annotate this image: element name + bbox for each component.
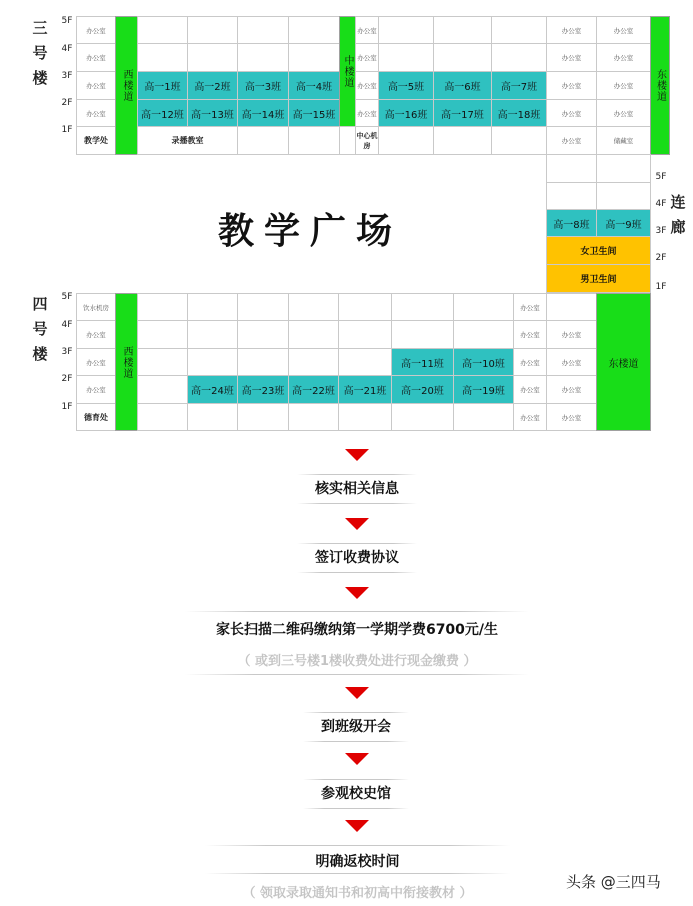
office-room: 办公室 xyxy=(546,16,597,44)
classroom: 高一1班 xyxy=(137,71,188,100)
room xyxy=(187,348,238,376)
room xyxy=(137,403,188,431)
room xyxy=(137,43,188,72)
office-room: 办公室 xyxy=(596,16,651,44)
room xyxy=(137,293,188,321)
drink-room: 饮水机房 xyxy=(76,293,116,321)
building3-name-char: 三 xyxy=(32,19,48,37)
divider xyxy=(303,779,409,780)
room xyxy=(338,293,392,321)
divider xyxy=(297,572,417,573)
room xyxy=(288,43,340,72)
office-room: 办公室 xyxy=(513,403,547,431)
room xyxy=(596,154,651,183)
divider xyxy=(303,741,409,742)
classroom: 高一10班 xyxy=(453,348,514,376)
office-room: 办公室 xyxy=(546,126,597,155)
divider xyxy=(303,712,409,713)
office-room: 办公室 xyxy=(546,348,597,376)
room xyxy=(288,320,339,349)
classroom: 高一14班 xyxy=(237,99,289,127)
floor-label: 3F xyxy=(61,347,73,357)
arrow-down-icon xyxy=(345,753,369,765)
room xyxy=(237,16,289,44)
watermark-text: 头条 @三四马 xyxy=(566,873,661,891)
flow-step-label: 参观校史馆 xyxy=(321,786,391,802)
classroom: 高一19班 xyxy=(453,375,514,404)
flow-step xyxy=(297,543,417,573)
office-room: 办公室 xyxy=(546,43,597,72)
arrow-down-icon xyxy=(345,687,369,699)
classroom: 高一16班 xyxy=(378,99,434,127)
office-room: 办公室 xyxy=(596,43,651,72)
flow-step-note: （ 领取录取通知书和初高中衔接教材 ） xyxy=(242,886,473,901)
floor-label: 2F xyxy=(655,253,667,263)
flow-step-label: 到班级开会 xyxy=(321,719,391,735)
floor-label: 1F xyxy=(655,282,667,292)
classroom: 高一5班 xyxy=(378,71,434,100)
room xyxy=(288,293,339,321)
flow-step-label: 家长扫描二维码缴纳第一学期学费6700元/生 xyxy=(215,622,499,638)
floor-label: 1F xyxy=(61,402,73,412)
room xyxy=(187,403,238,431)
room xyxy=(137,320,188,349)
floor-label: 5F xyxy=(655,172,667,182)
room xyxy=(137,375,188,404)
building3-name-char: 号 xyxy=(32,44,48,62)
room xyxy=(378,126,434,155)
room xyxy=(378,43,434,72)
floor-label: 3F xyxy=(655,226,667,236)
building4-name-char: 楼 xyxy=(32,345,48,363)
divider xyxy=(205,845,510,846)
female-restroom: 女卫生间 xyxy=(546,236,651,265)
office-room: 办公室 xyxy=(546,99,597,127)
classroom: 高一11班 xyxy=(391,348,454,376)
male-restroom: 男卫生间 xyxy=(546,264,651,293)
floor-label: 1F xyxy=(61,125,73,135)
west-stairwell xyxy=(115,293,138,431)
room xyxy=(453,403,514,431)
classroom: 高一20班 xyxy=(391,375,454,404)
divider xyxy=(185,674,529,675)
room xyxy=(137,348,188,376)
floor-label: 4F xyxy=(61,44,73,54)
divider xyxy=(205,873,510,874)
room xyxy=(546,293,597,321)
room xyxy=(237,43,289,72)
classroom: 高一18班 xyxy=(491,99,547,127)
classroom: 高一17班 xyxy=(433,99,492,127)
flow-step-note: （ 或到三号楼1楼收费处进行现金缴费 ） xyxy=(237,654,477,669)
office-room: 办公室 xyxy=(546,403,597,431)
room xyxy=(137,16,188,44)
classroom: 高一22班 xyxy=(288,375,339,404)
office-room: 办公室 xyxy=(596,71,651,100)
middle-stairwell-label: 中楼道 xyxy=(342,55,353,88)
office-room: 办公室 xyxy=(513,348,547,376)
office-room: 办公室 xyxy=(513,320,547,349)
middle-stairwell xyxy=(339,16,356,127)
room xyxy=(288,348,339,376)
room xyxy=(391,320,454,349)
office-room: 办公室 xyxy=(355,99,379,127)
flow-step xyxy=(185,611,529,675)
east-stairwell-label: 东楼道 xyxy=(654,69,666,102)
divider xyxy=(303,808,409,809)
floor-label: 5F xyxy=(61,292,73,302)
room xyxy=(187,293,238,321)
center-machine-room: 中心机房 xyxy=(355,126,379,155)
classroom: 高一23班 xyxy=(237,375,289,404)
office-room: 办公室 xyxy=(76,99,116,127)
room xyxy=(433,126,492,155)
room xyxy=(237,348,289,376)
teaching-office: 教学处 xyxy=(76,126,116,155)
moral-office: 德育处 xyxy=(76,403,116,431)
room xyxy=(338,320,392,349)
floor-label: 3F xyxy=(61,71,73,81)
arrow-down-icon xyxy=(345,820,369,832)
room xyxy=(288,16,340,44)
west-stairwell-label: 西楼道 xyxy=(121,345,132,379)
room xyxy=(433,16,492,44)
classroom: 高一6班 xyxy=(433,71,492,100)
building4-name-char: 四 xyxy=(32,295,48,313)
recording-room: 录播教室 xyxy=(137,126,238,155)
classroom: 高一4班 xyxy=(288,71,340,100)
east-stairwell: 东楼道 xyxy=(596,293,651,431)
classroom: 高一13班 xyxy=(187,99,238,127)
floor-label: 4F xyxy=(61,320,73,330)
arrow-down-icon xyxy=(345,449,369,461)
floor-label: 5F xyxy=(61,16,73,26)
room xyxy=(378,16,434,44)
office-room: 办公室 xyxy=(513,375,547,404)
room xyxy=(391,293,454,321)
classroom: 高一15班 xyxy=(288,99,340,127)
office-room: 办公室 xyxy=(355,16,379,44)
office-room: 办公室 xyxy=(513,293,547,321)
room xyxy=(433,43,492,72)
floor-label: 2F xyxy=(61,374,73,384)
room xyxy=(453,320,514,349)
flow-step-label: 签订收费协议 xyxy=(315,550,399,566)
office-room: 办公室 xyxy=(76,348,116,376)
floor-label: 4F xyxy=(655,199,667,209)
room xyxy=(237,320,289,349)
office-room: 办公室 xyxy=(76,71,116,100)
corridor-name-char: 廊 xyxy=(670,218,686,236)
flow-step xyxy=(303,779,409,809)
divider xyxy=(297,503,417,504)
teaching-square-title: 教学广场 xyxy=(217,211,402,252)
flow-step xyxy=(303,712,409,742)
floor-label: 2F xyxy=(61,98,73,108)
office-room: 办公室 xyxy=(546,320,597,349)
arrow-down-icon xyxy=(345,587,369,599)
room xyxy=(338,403,392,431)
room xyxy=(546,154,597,183)
classroom: 高一7班 xyxy=(491,71,547,100)
room xyxy=(187,16,238,44)
flow-step-label: 核实相关信息 xyxy=(315,481,399,497)
room xyxy=(187,43,238,72)
room xyxy=(338,348,392,376)
room xyxy=(339,126,356,155)
classroom: 高一2班 xyxy=(187,71,238,100)
room xyxy=(391,403,454,431)
room xyxy=(596,182,651,210)
office-room: 办公室 xyxy=(546,375,597,404)
room xyxy=(288,126,340,155)
room xyxy=(491,16,547,44)
west-stairwell xyxy=(115,16,138,155)
room xyxy=(237,403,289,431)
flow-step xyxy=(205,845,510,901)
corridor-name-char: 连 xyxy=(670,193,686,211)
classroom: 高一21班 xyxy=(338,375,392,404)
office-room: 办公室 xyxy=(76,320,116,349)
arrow-down-icon xyxy=(345,518,369,530)
classroom: 高一3班 xyxy=(237,71,289,100)
room xyxy=(453,293,514,321)
room xyxy=(491,43,547,72)
divider xyxy=(185,611,529,612)
building3-name-char: 楼 xyxy=(32,69,48,87)
classroom: 高一12班 xyxy=(137,99,188,127)
east-stairwell xyxy=(650,16,670,155)
office-room: 办公室 xyxy=(355,43,379,72)
office-room: 办公室 xyxy=(355,71,379,100)
office-room: 办公室 xyxy=(76,16,116,44)
room xyxy=(491,126,547,155)
room xyxy=(237,126,289,155)
office-room: 办公室 xyxy=(76,43,116,72)
room xyxy=(546,182,597,210)
flow-step xyxy=(297,474,417,504)
room xyxy=(237,293,289,321)
office-room: 办公室 xyxy=(76,375,116,404)
flow-step-label: 明确返校时间 xyxy=(315,854,400,870)
divider xyxy=(297,543,417,544)
room xyxy=(187,320,238,349)
divider xyxy=(297,474,417,475)
archive-room: 储藏室 xyxy=(596,126,651,155)
west-stairwell-label: 西楼道 xyxy=(121,69,132,102)
office-room: 办公室 xyxy=(546,71,597,100)
classroom: 高一24班 xyxy=(187,375,238,404)
classroom: 高一8班 xyxy=(546,209,597,237)
building4-name-char: 号 xyxy=(32,320,48,338)
office-room: 办公室 xyxy=(596,99,651,127)
room xyxy=(288,403,339,431)
classroom: 高一9班 xyxy=(596,209,651,237)
